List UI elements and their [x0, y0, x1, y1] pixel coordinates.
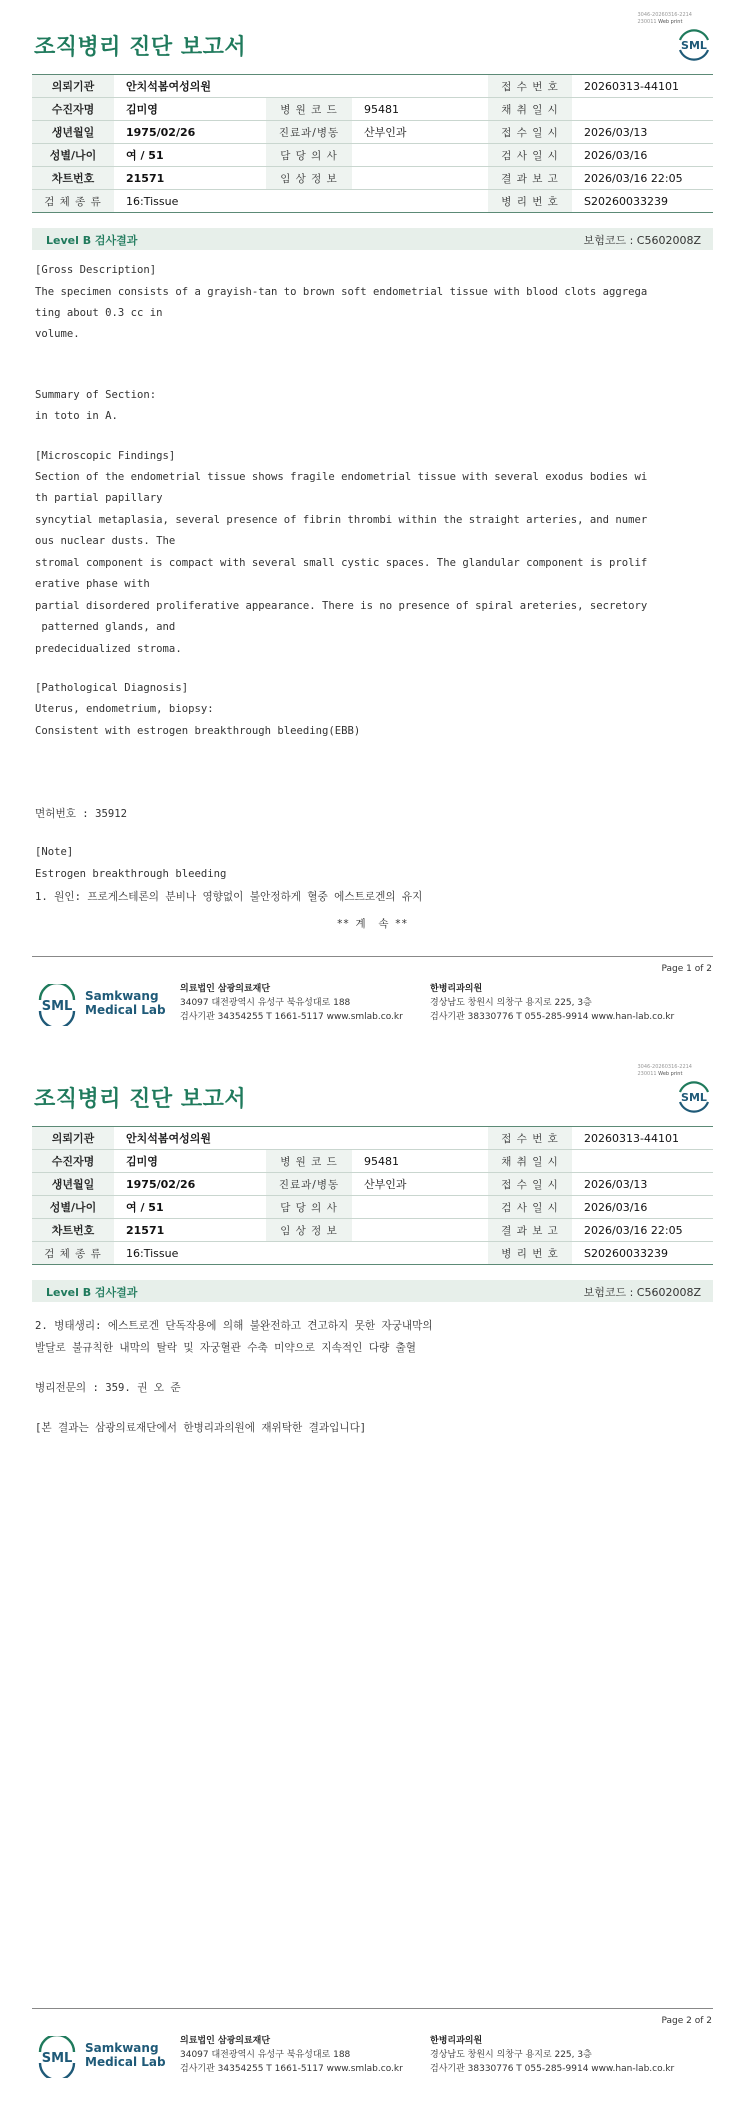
- patient-info-table: [32, 1126, 713, 1265]
- info-row: [32, 1127, 713, 1150]
- info-label: 수진자명: [32, 1150, 114, 1173]
- result-level-bar: [32, 228, 713, 250]
- samkwang-logo-icon: [36, 2036, 78, 2078]
- report-line: Section of the endometrial tissue shows fragile endometrial tissue with several exodus bodies wi: [35, 471, 648, 483]
- footer-divider: [32, 956, 713, 957]
- page-number: Page 2 of 2: [661, 2016, 712, 2026]
- report-page-2: [0, 1052, 744, 2104]
- report-title: 조직병리 진단 보고서: [34, 1087, 247, 1112]
- info-label: 접 수 번 호: [488, 1127, 572, 1150]
- samkwang-logo-icon: [36, 984, 78, 1026]
- report-line: ous nuclear dusts. The: [35, 535, 176, 547]
- report-line: [Microscopic Findings]: [35, 450, 176, 462]
- info-label: 검 체 종 류: [32, 1242, 114, 1265]
- report-line: Estrogen breakthrough bleeding: [35, 868, 227, 880]
- info-value-hospital-code: 95481: [352, 1150, 488, 1173]
- info-value-collection-date: [572, 1150, 713, 1173]
- footer-brand: Samkwang Medical Lab: [85, 989, 166, 1017]
- continued-marker: ** 계 속 **: [336, 918, 408, 930]
- info-value-received-date: 2026/03/13: [572, 121, 713, 144]
- info-row: [32, 1196, 713, 1219]
- info-value-institution: 안치석봄여성의원: [114, 75, 488, 98]
- info-row: [32, 98, 713, 121]
- info-label: 성별/나이: [32, 1196, 114, 1219]
- result-level-bar: [32, 1280, 713, 1302]
- info-label: 차트번호: [32, 1219, 114, 1242]
- info-value-chart-number: 21571: [114, 1219, 266, 1242]
- report-line: [Pathological Diagnosis]: [35, 682, 189, 694]
- info-label: 병 원 코 드: [266, 98, 352, 121]
- info-label: 생년월일: [32, 121, 114, 144]
- info-label: 진료과/병동: [266, 121, 352, 144]
- info-value-accession: 20260313-44101: [572, 75, 713, 98]
- info-value-birthdate: 1975/02/26: [114, 1173, 266, 1196]
- footer-clinic-info: 한병리과의원 경상남도 창원시 의창구 용지로 225, 3층 검사기관 38330776 T 055-285-9914 www.han-lab.co.kr: [430, 984, 675, 1022]
- page-number: Page 1 of 2: [661, 964, 712, 974]
- info-label: 결 과 보 고: [488, 1219, 572, 1242]
- insurance-code: 보험코드 : C5602008Z: [583, 234, 701, 247]
- info-label: 병 리 번 호: [488, 1242, 572, 1265]
- svg-text:SML: SML: [41, 999, 73, 1014]
- patient-info-table: [32, 74, 713, 213]
- sml-logo-icon: [676, 26, 712, 62]
- report-line: predecidualized stroma.: [35, 643, 182, 655]
- info-value-birthdate: 1975/02/26: [114, 121, 266, 144]
- info-label: 의뢰기관: [32, 75, 114, 98]
- info-value-clinical-info: [352, 167, 488, 190]
- report-line: Uterus, endometrium, biopsy:: [35, 703, 214, 715]
- info-label: 임 상 정 보: [266, 1219, 352, 1242]
- info-label: 의뢰기관: [32, 1127, 114, 1150]
- report-line: Consistent with estrogen breakthrough bleeding(EBB): [35, 725, 361, 737]
- license-number: 면허번호 : 35912: [35, 808, 127, 820]
- info-value-chart-number: 21571: [114, 167, 266, 190]
- svg-text:SML: SML: [681, 39, 707, 52]
- info-row: [32, 121, 713, 144]
- footer-clinic-info: 한병리과의원 경상남도 창원시 의창구 용지로 225, 3층 검사기관 38330776 T 055-285-9914 www.han-lab.co.kr: [430, 2036, 675, 2074]
- info-label: 성별/나이: [32, 144, 114, 167]
- info-value-sex-age: 여 / 51: [114, 144, 266, 167]
- report-line: 1. 원인: 프로게스테론의 분비나 영향없이 불안정하게 혈중 에스트로겐의 유지: [35, 891, 423, 903]
- info-row: [32, 167, 713, 190]
- info-value-physician: [352, 1196, 488, 1219]
- print-stamp: 3046-20260316-2214 230011 Web print: [637, 1064, 692, 1077]
- info-value-physician: [352, 144, 488, 167]
- info-label: 검 체 종 류: [32, 190, 114, 213]
- info-row: [32, 190, 713, 213]
- info-value-specimen: 16:Tissue: [114, 190, 488, 213]
- info-value-hospital-code: 95481: [352, 98, 488, 121]
- info-label: 생년월일: [32, 1173, 114, 1196]
- print-stamp: 3046-20260316-2214 230011 Web print: [637, 12, 692, 25]
- info-row: [32, 1219, 713, 1242]
- info-label: 담 당 의 사: [266, 144, 352, 167]
- level-label: Level B 검사결과: [46, 234, 138, 247]
- info-row: [32, 144, 713, 167]
- info-value-institution: 안치석봄여성의원: [114, 1127, 488, 1150]
- info-value-test-date: 2026/03/16: [572, 144, 713, 167]
- info-value-patient-name: 김미영: [114, 1150, 266, 1173]
- info-value-patient-name: 김미영: [114, 98, 266, 121]
- info-value-specimen: 16:Tissue: [114, 1242, 488, 1265]
- report-line: The specimen consists of a grayish-tan to brown soft endometrial tissue with blood clots aggrega: [35, 286, 648, 298]
- report-line: th partial papillary: [35, 492, 163, 504]
- info-value-sex-age: 여 / 51: [114, 1196, 266, 1219]
- info-label: 접 수 번 호: [488, 75, 572, 98]
- info-label: 차트번호: [32, 167, 114, 190]
- report-title: 조직병리 진단 보고서: [34, 35, 247, 60]
- insurance-code: 보험코드 : C5602008Z: [583, 1286, 701, 1299]
- info-label: 임 상 정 보: [266, 167, 352, 190]
- info-value-accession: 20260313-44101: [572, 1127, 713, 1150]
- report-line: partial disordered proliferative appearance. There is no presence of spiral areteries, secretory: [35, 600, 648, 612]
- info-label: 수진자명: [32, 98, 114, 121]
- report-line: [Note]: [35, 846, 74, 858]
- info-value-pathology-number: S20260033239: [572, 1242, 713, 1265]
- info-label: 검 사 일 시: [488, 144, 572, 167]
- info-value-department: 산부인과: [352, 1173, 488, 1196]
- info-label: 결 과 보 고: [488, 167, 572, 190]
- footer-divider: [32, 2008, 713, 2009]
- info-value-clinical-info: [352, 1219, 488, 1242]
- report-line: Summary of Section:: [35, 389, 157, 401]
- info-label: 접 수 일 시: [488, 121, 572, 144]
- pathologist-line: 병리전문의 : 359. 권 오 준: [35, 1382, 181, 1394]
- report-line: [Gross Description]: [35, 264, 157, 276]
- info-value-test-date: 2026/03/16: [572, 1196, 713, 1219]
- info-value-collection-date: [572, 98, 713, 121]
- svg-text:SML: SML: [681, 1091, 707, 1104]
- info-value-report-date: 2026/03/16 22:05: [572, 167, 713, 190]
- footer-lab-info: 의료법인 삼광의료재단 34097 대전광역시 유성구 북유성대로 188 검사기관 34354255 T 1661-5117 www.smlab.co.kr: [180, 984, 403, 1022]
- footer-brand: Samkwang Medical Lab: [85, 2041, 166, 2069]
- info-value-department: 산부인과: [352, 121, 488, 144]
- info-value-report-date: 2026/03/16 22:05: [572, 1219, 713, 1242]
- info-label: 채 취 일 시: [488, 1150, 572, 1173]
- report-line: 발달로 불규칙한 내막의 탈락 및 자궁혈관 수축 미약으로 지속적인 다량 출혈: [35, 1342, 417, 1354]
- info-label: 병 리 번 호: [488, 190, 572, 213]
- info-row: [32, 1173, 713, 1196]
- info-label: 접 수 일 시: [488, 1173, 572, 1196]
- report-line: 2. 병태생리: 에스트로겐 단독작용에 의해 불완전하고 견고하지 못한 자궁내막의: [35, 1320, 433, 1332]
- footer-lab-info: 의료법인 삼광의료재단 34097 대전광역시 유성구 북유성대로 188 검사기관 34354255 T 1661-5117 www.smlab.co.kr: [180, 2036, 403, 2074]
- report-line: in toto in A.: [35, 410, 118, 422]
- report-line: stromal component is compact with several small cystic spaces. The glandular component is prolif: [35, 557, 648, 569]
- info-row: [32, 1242, 713, 1265]
- info-label: 채 취 일 시: [488, 98, 572, 121]
- referral-note: [본 결과는 삼광의료재단에서 한병리과의원에 재위탁한 결과입니다]: [35, 1422, 367, 1434]
- info-label: 검 사 일 시: [488, 1196, 572, 1219]
- info-label: 담 당 의 사: [266, 1196, 352, 1219]
- report-line: erative phase with: [35, 578, 150, 590]
- info-row: [32, 1150, 713, 1173]
- level-label: Level B 검사결과: [46, 1286, 138, 1299]
- report-line: syncytial metaplasia, several presence of fibrin thrombi within the straight arteries, and numer: [35, 514, 648, 526]
- report-line: patterned glands, and: [35, 621, 176, 633]
- info-value-received-date: 2026/03/13: [572, 1173, 713, 1196]
- info-row: [32, 75, 713, 98]
- info-label: 병 원 코 드: [266, 1150, 352, 1173]
- svg-text:SML: SML: [41, 2051, 73, 2066]
- sml-logo-icon: [676, 1078, 712, 1114]
- info-label: 진료과/병동: [266, 1173, 352, 1196]
- info-value-pathology-number: S20260033239: [572, 190, 713, 213]
- report-line: volume.: [35, 328, 80, 340]
- report-line: ting about 0.3 cc in: [35, 307, 163, 319]
